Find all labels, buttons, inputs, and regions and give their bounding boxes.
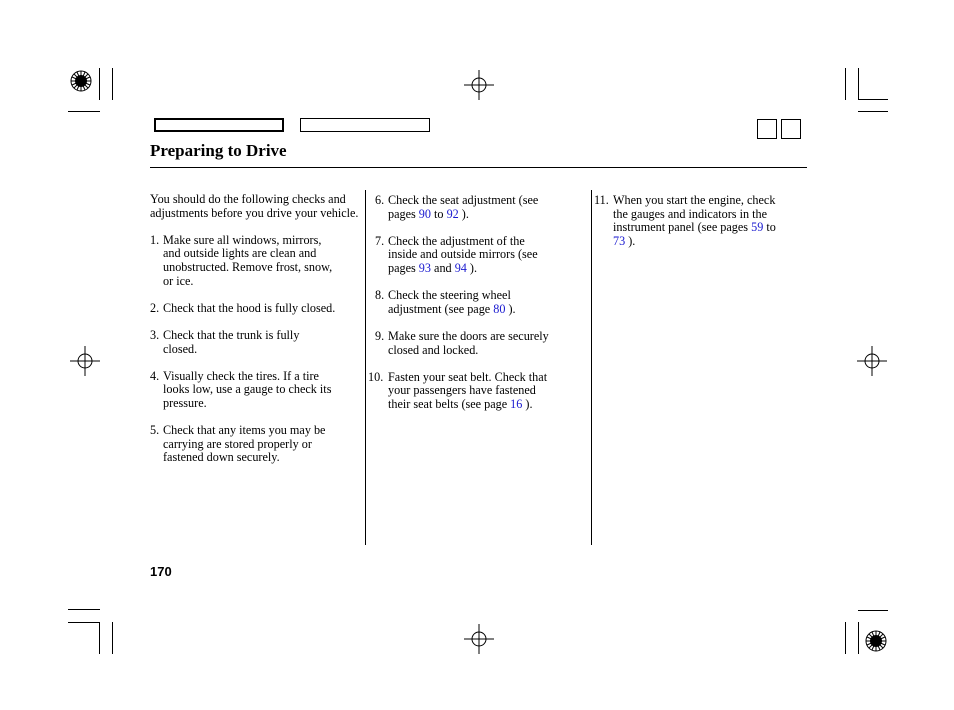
crop-mark xyxy=(858,99,888,100)
item-line: Fasten your seat belt. Check that xyxy=(388,369,548,384)
column-3 xyxy=(594,194,809,248)
item-number: 2. xyxy=(150,300,160,315)
item-line xyxy=(613,221,809,235)
item-number: 4. xyxy=(150,368,160,383)
item-text: pages xyxy=(388,206,419,221)
page-link[interactable]: 92 xyxy=(446,206,459,221)
crop-mark xyxy=(99,68,100,100)
item-line: pressure. xyxy=(163,395,207,410)
item-line xyxy=(388,303,587,317)
item-line: Check that the trunk is fully xyxy=(163,327,300,342)
item-number: 10. xyxy=(368,369,384,384)
item-text: ). xyxy=(466,260,478,275)
registration-crosshair-icon xyxy=(464,624,494,654)
crop-mark xyxy=(858,622,859,654)
registration-sunburst-icon xyxy=(70,70,92,92)
item-line: fastened down securely. xyxy=(163,450,280,465)
page-link[interactable]: 73 xyxy=(613,233,626,248)
page-link[interactable]: 94 xyxy=(454,260,467,275)
crop-mark xyxy=(68,111,100,112)
page-link[interactable]: 59 xyxy=(751,220,764,235)
item-number: 5. xyxy=(150,423,160,438)
checklist-item xyxy=(150,370,362,411)
item-number: 11. xyxy=(594,193,609,207)
crop-mark xyxy=(112,68,113,100)
item-line: Check that the hood is fully closed. xyxy=(163,300,336,315)
title-rule xyxy=(150,167,807,168)
item-text: adjustment (see page xyxy=(388,301,494,316)
item-line: Make sure the doors are securely xyxy=(388,328,549,343)
checklist-item xyxy=(150,302,362,316)
item-line: and outside lights are clean and xyxy=(163,246,317,261)
item-number: 7. xyxy=(375,233,385,248)
item-number: 9. xyxy=(375,328,385,343)
item-line: closed and locked. xyxy=(388,342,479,357)
item-line: Check the steering wheel xyxy=(388,288,511,303)
item-line: closed. xyxy=(163,341,198,356)
checklist-item xyxy=(150,234,362,288)
column-1 xyxy=(150,193,362,465)
item-line: When you start the engine, check xyxy=(613,193,776,207)
item-text: and xyxy=(430,260,455,275)
item-number: 8. xyxy=(375,288,385,303)
item-line xyxy=(388,208,587,222)
crop-mark xyxy=(858,111,888,112)
page-link[interactable]: 80 xyxy=(493,301,506,316)
registration-sunburst-icon xyxy=(865,630,887,652)
registration-crosshair-icon xyxy=(857,346,887,376)
section-tab-button[interactable] xyxy=(154,118,284,132)
checklist-item xyxy=(368,371,587,412)
item-text: instrument panel (see pages xyxy=(613,220,752,235)
page-link[interactable]: 93 xyxy=(418,260,431,275)
item-text: ). xyxy=(625,233,636,248)
item-line: the gauges and indicators in the xyxy=(613,206,767,221)
section-tab-button[interactable] xyxy=(300,118,430,132)
item-line: your passengers have fastened xyxy=(388,383,536,398)
checklist-item xyxy=(375,289,587,316)
item-line: Check that any items you may be xyxy=(163,423,326,438)
crop-mark xyxy=(112,622,113,654)
crop-mark xyxy=(68,622,100,623)
registration-crosshair-icon xyxy=(70,346,100,376)
item-line: unobstructed. Remove frost, snow, xyxy=(163,259,333,274)
checklist-item xyxy=(375,194,587,221)
item-line xyxy=(613,235,809,249)
crop-mark xyxy=(845,622,846,654)
item-text: ). xyxy=(505,301,516,316)
item-line: Check the seat adjustment (see xyxy=(388,193,539,207)
item-text: ). xyxy=(522,396,533,411)
item-line: Check the adjustment of the xyxy=(388,233,525,248)
checklist-item xyxy=(375,235,587,276)
page-link[interactable]: 90 xyxy=(418,206,431,221)
index-nav-button[interactable] xyxy=(781,119,801,139)
contents-nav-button[interactable] xyxy=(757,119,777,139)
crop-mark xyxy=(858,68,859,100)
checklist-item xyxy=(594,194,809,248)
page-number: 170 xyxy=(150,564,172,579)
crop-mark xyxy=(845,68,846,100)
item-line: carrying are stored properly or xyxy=(163,436,312,451)
item-text: pages xyxy=(388,260,419,275)
item-text: to xyxy=(430,206,447,221)
item-line: or ice. xyxy=(163,273,194,288)
item-number: 1. xyxy=(150,232,160,247)
page-title: Preparing to Drive xyxy=(150,141,287,160)
column-divider xyxy=(365,190,366,545)
item-number: 3. xyxy=(150,327,160,342)
crop-mark xyxy=(68,609,100,610)
column-divider xyxy=(591,190,592,545)
item-line: Make sure all windows, mirrors, xyxy=(163,232,322,247)
item-line: inside and outside mirrors (see xyxy=(388,247,538,262)
item-text: their seat belts (see page xyxy=(388,396,511,411)
item-line: Visually check the tires. If a tire xyxy=(163,368,319,383)
registration-crosshair-icon xyxy=(464,70,494,100)
item-line: looks low, use a gauge to check its xyxy=(163,382,332,397)
column-2 xyxy=(368,193,587,412)
checklist-item xyxy=(375,330,587,357)
intro-text: You should do the following checks and adjustments before you drive your vehicle. xyxy=(150,192,359,220)
crop-mark xyxy=(99,622,100,654)
checklist-item xyxy=(150,424,362,465)
page-link[interactable]: 16 xyxy=(510,396,523,411)
checklist-item xyxy=(150,329,362,356)
item-number: 6. xyxy=(375,193,385,207)
crop-mark xyxy=(858,610,888,611)
item-line xyxy=(388,262,587,276)
item-text: ). xyxy=(458,206,469,221)
item-text: to xyxy=(763,220,776,235)
item-line xyxy=(388,398,587,412)
